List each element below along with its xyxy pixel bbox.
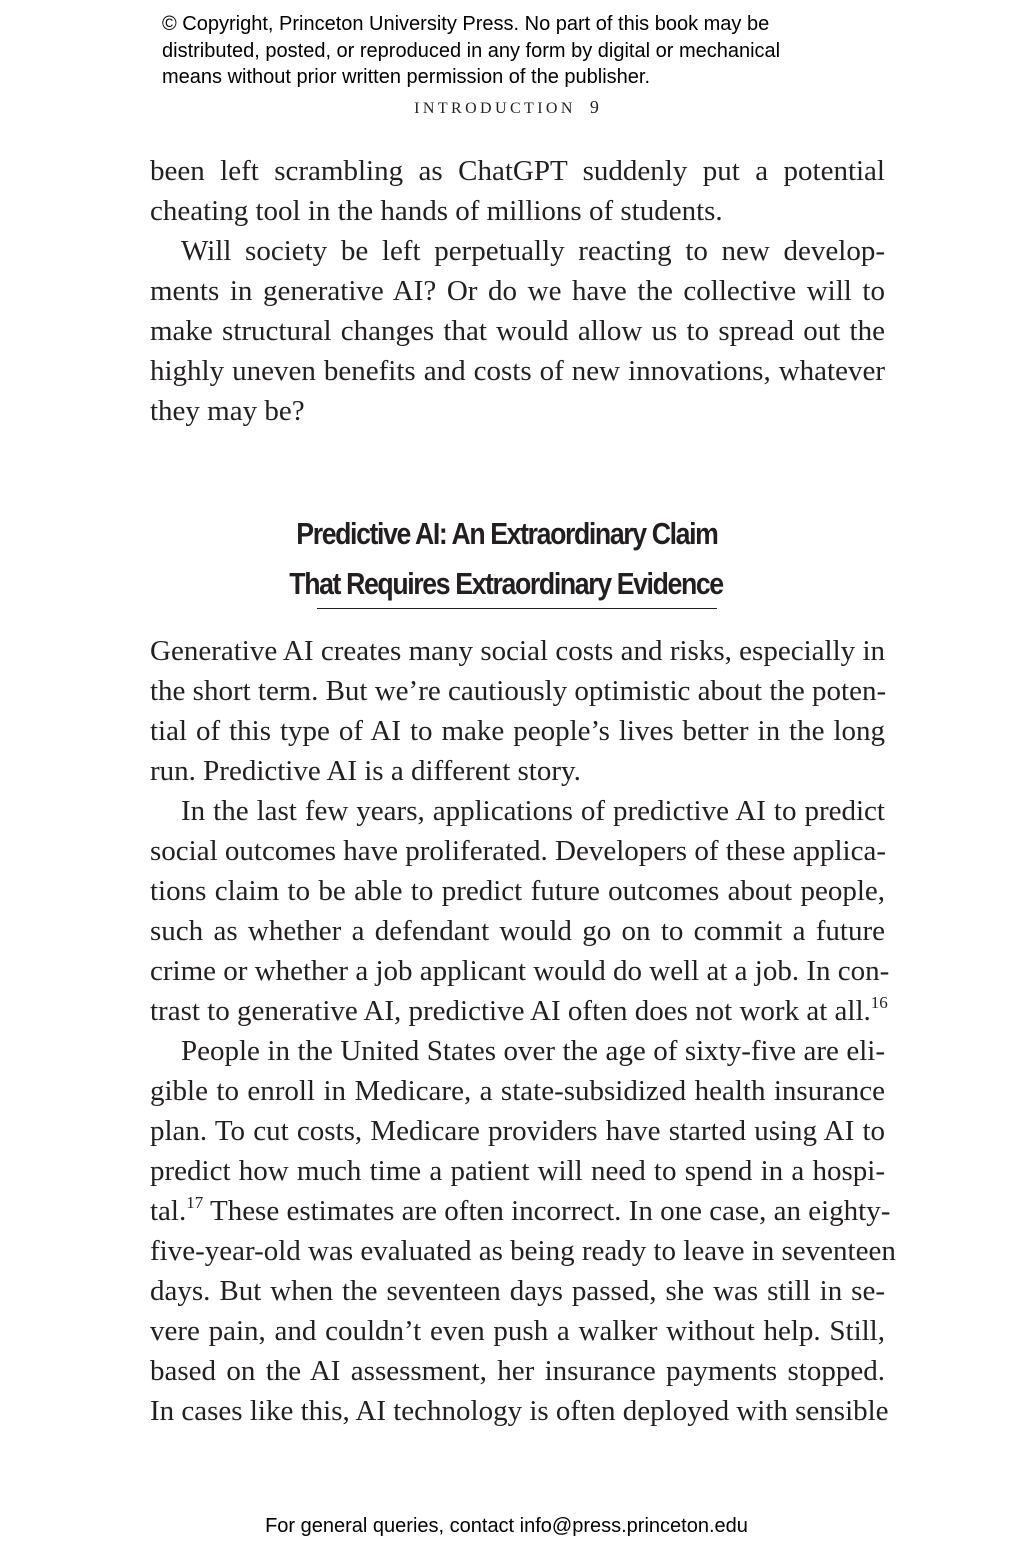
text-line: tial of this type of AI to make people’s lives better in the long	[150, 715, 885, 747]
heading-line-2: That Requires Extraordinary Evidence	[289, 566, 724, 601]
copyright-line: distributed, posted, or reproduced in any form by digital or mechanical	[162, 39, 781, 62]
footnote-ref-17[interactable]: 17	[186, 1193, 204, 1212]
text-line: make structural changes that would allow us to spread out the	[150, 315, 885, 347]
text-line: five-year-old was evaluated as being ready to leave in seventeen	[150, 1235, 896, 1267]
text-line: Will society be left perpetually reacting to new develop-	[181, 235, 885, 267]
text-line: run. Predictive AI is a different story.	[150, 755, 581, 787]
text-line: gible to enroll in Medicare, a state-subsidized health insurance	[150, 1075, 885, 1107]
text-line: they may be?	[150, 395, 305, 427]
text-segment: trast to generative AI, predictive AI often does not work at all.	[150, 995, 871, 1027]
copyright-line: means without prior written permission of the publisher.	[162, 66, 651, 88]
text-line: the short term. But we’re cautiously optimistic about the poten-	[150, 675, 887, 707]
text-line: predict how much time a patient will need to spend in a hospi-	[150, 1155, 885, 1187]
text-line	[150, 1191, 891, 1231]
copyright-line: © Copyright, Princeton University Press. No part of this book may be	[162, 13, 770, 35]
text-line: plan. To cut costs, Medicare providers have started using AI to	[150, 1115, 885, 1147]
body-section-1	[150, 151, 885, 431]
text-line: social outcomes have proliferated. Developers of these applica-	[150, 835, 886, 867]
text-line: People in the United States over the age of sixty-five are eli-	[181, 1035, 885, 1067]
body-section-2	[150, 631, 896, 1431]
footnote-ref-16[interactable]: 16	[870, 993, 888, 1012]
text-line: based on the AI assessment, her insurance payments stopped.	[150, 1355, 885, 1387]
text-line: In the last few years, applications of predictive AI to predict	[181, 795, 885, 827]
text-line: crime or whether a job applicant would do well at a job. In con-	[150, 955, 890, 987]
text-line: highly uneven benefits and costs of new innovations, whatever	[150, 355, 885, 387]
page-number: 9	[589, 97, 599, 117]
text-line: Generative AI creates many social costs and risks, especially in	[150, 635, 885, 667]
text-line: days. But when the seventeen days passed, she was still in se-	[150, 1275, 885, 1307]
section-heading	[0, 509, 1013, 609]
heading-line-1: Predictive AI: An Extraordinary Claim	[295, 516, 718, 551]
copyright-notice	[162, 11, 942, 91]
text-line: vere pain, and couldn’t even push a walker without help. Still,	[150, 1315, 885, 1347]
text-segment: These estimates are often incorrect. In one case, an eighty-	[203, 1195, 891, 1227]
footer-contact: For general queries, contact info@press.princeton.edu	[265, 1515, 748, 1537]
text-line: such as whether a defendant would go on to commit a future	[150, 915, 885, 947]
text-line: In cases like this, AI technology is often deployed with sensible	[150, 1395, 889, 1427]
running-head-chapter: INTRODUCTION	[414, 100, 576, 117]
text-line	[150, 991, 888, 1031]
running-head	[0, 97, 1013, 118]
text-line: tions claim to be able to predict future outcomes about people,	[150, 875, 885, 907]
text-line: ments in generative AI? Or do we have the collective will to	[150, 275, 885, 307]
text-line: been left scrambling as ChatGPT suddenly put a potential	[150, 155, 885, 187]
text-segment: tal.	[150, 1195, 187, 1227]
heading-underline	[317, 608, 717, 609]
text-line: cheating tool in the hands of millions of students.	[150, 195, 723, 227]
